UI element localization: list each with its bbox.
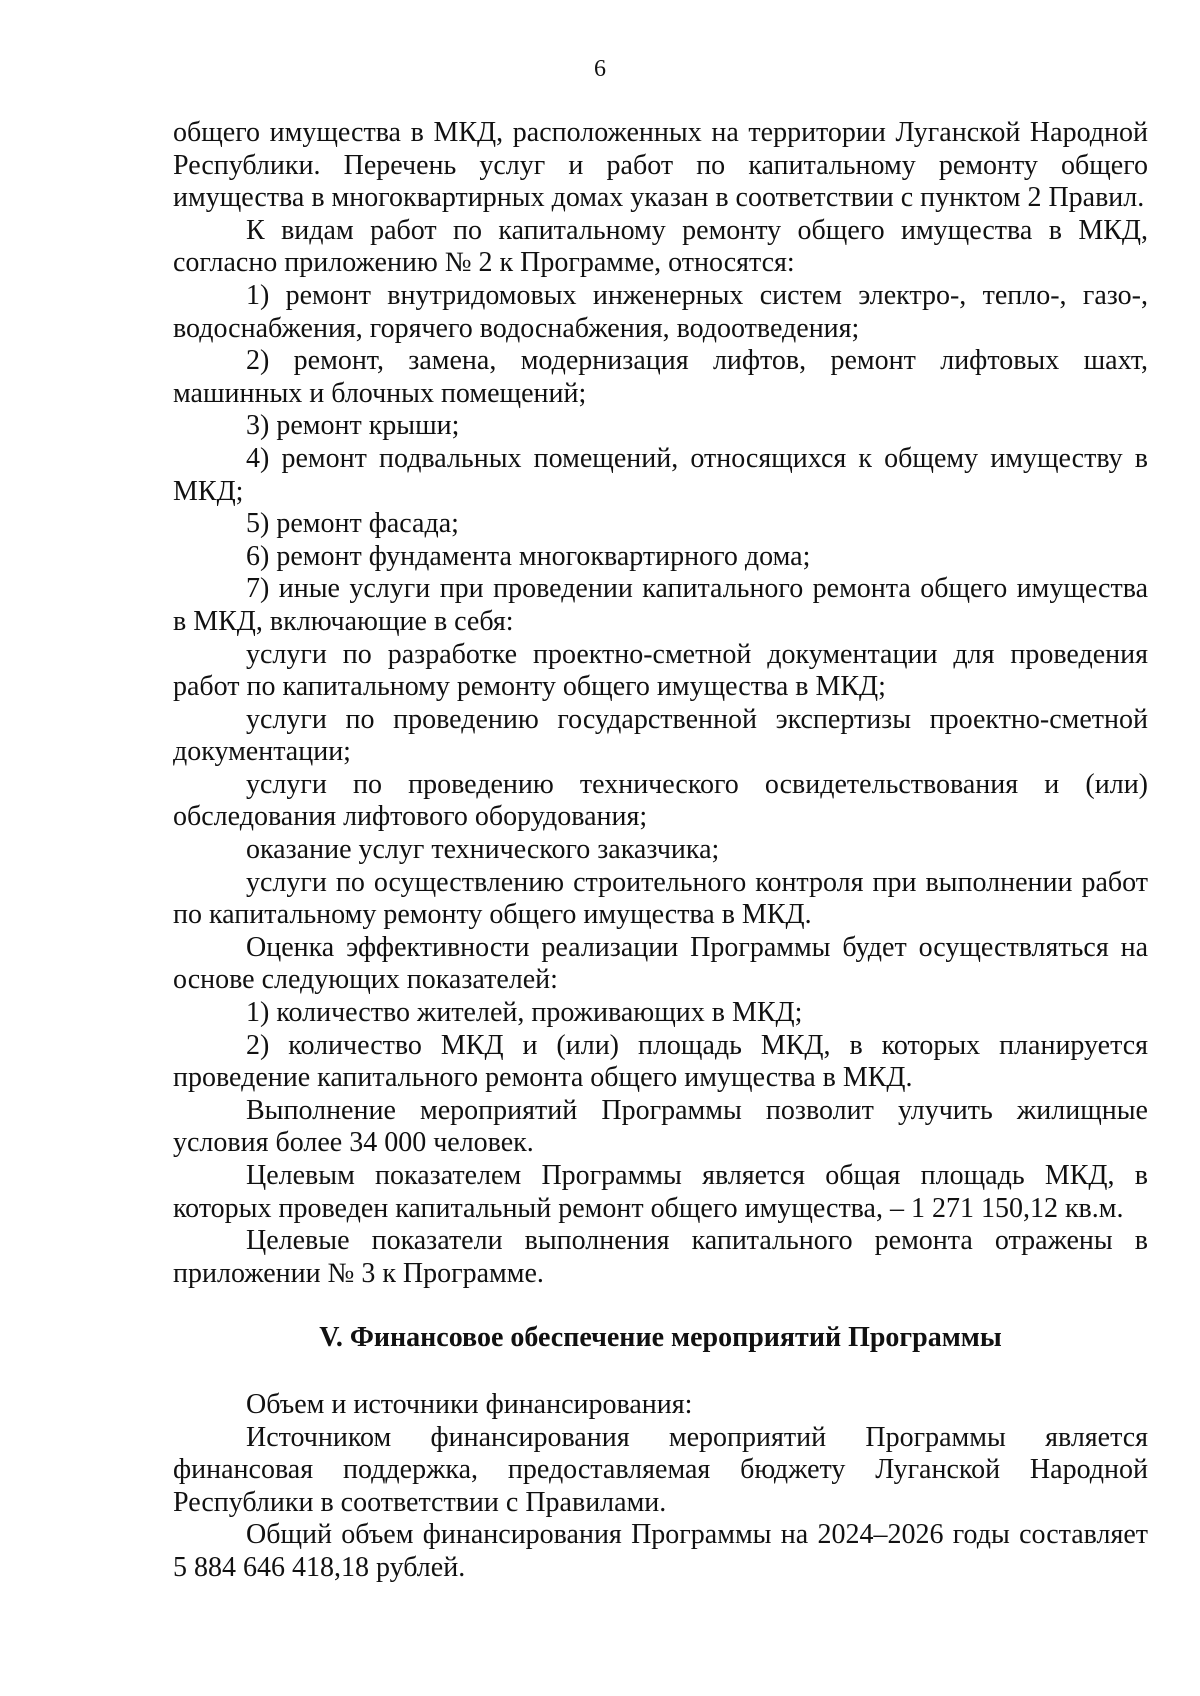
sub-item: услуги по проведению технического освидетельствования и (или) обследования лифтового оборудования; — [173, 768, 1148, 833]
list-item: 1) количество жителей, проживающих в МКД; — [246, 997, 803, 1029]
list-item: 2) количество МКД и (или) площадь МКД, в которых планируется проведение капитального ремонта общего имущества в МКД. — [173, 1029, 1148, 1094]
list-item: 3) ремонт крыши; — [246, 410, 460, 442]
paragraph: Выполнение мероприятий Программы позволит улучить жилищные условия более 34 000 человек. — [173, 1094, 1148, 1159]
sub-item: услуги по разработке проектно-сметной документации для проведения работ по капитальному ремонту общего имущества в МКД; — [173, 638, 1148, 703]
list-item: 4) ремонт подвальных помещений, относящихся к общему имуществу в МКД; — [173, 442, 1148, 507]
list-item: 5) ремонт фасада; — [246, 508, 459, 540]
sub-item: услуги по осуществлению строительного контроля при выполнении работ по капитальному ремонту общего имущества в МКД. — [173, 866, 1148, 931]
paragraph: Общий объем финансирования Программы на 2024–2026 годы составляет 5 884 646 418,18 рублей. — [173, 1519, 1148, 1583]
sub-item: оказание услуг технического заказчика; — [246, 834, 720, 866]
sub-item: услуги по проведению государственной экспертизы проектно-сметной документации; — [173, 703, 1148, 768]
paragraph: Оценка эффективности реализации Программы будет осуществляться на основе следующих показателей: — [173, 931, 1148, 996]
paragraph: К видам работ по капитальному ремонту общего имущества в МКД, согласно приложению № 2 к Программе, относятся: — [173, 214, 1148, 279]
paragraph: общего имущества в МКД, расположенных на территории Луганской Народной Республики. Перечень услуг и работ по капитальному ремонту общего имущества в многоквартирных домах указан в соответствии с пунктом 2 Правил. — [173, 117, 1148, 214]
paragraph: Источником финансирования мероприятий Программы является финансовая поддержка, предоставляемая бюджету Луганской Народной Республики в соответствии с Правилами. — [173, 1421, 1148, 1518]
list-item: 7) иные услуги при проведении капитального ремонта общего имущества в МКД, включающие в себя: — [173, 573, 1148, 637]
paragraph: Объем и источники финансирования: — [246, 1388, 693, 1420]
list-item: 1) ремонт внутридомовых инженерных систем электро-, тепло-, газо-, водоснабжения, горячего водоснабжения, водоотведения; — [173, 279, 1148, 344]
document-body — [173, 117, 1148, 1585]
section-heading: V. Финансовое обеспечение мероприятий Программы — [319, 1322, 1002, 1354]
list-item: 2) ремонт, замена, модернизация лифтов, ремонт лифтовых шахт, машинных и блочных помещений; — [173, 345, 1148, 409]
page-number: 6 — [594, 56, 606, 82]
list-item: 6) ремонт фундамента многоквартирного дома; — [246, 540, 811, 572]
paragraph: Целевые показатели выполнения капитального ремонта отражены в приложении № 3 к Программе. — [173, 1225, 1148, 1289]
paragraph: Целевым показателем Программы является общая площадь МКД, в которых проведен капитальный ремонт общего имущества, – 1 271 150,12 кв.м. — [173, 1160, 1148, 1224]
